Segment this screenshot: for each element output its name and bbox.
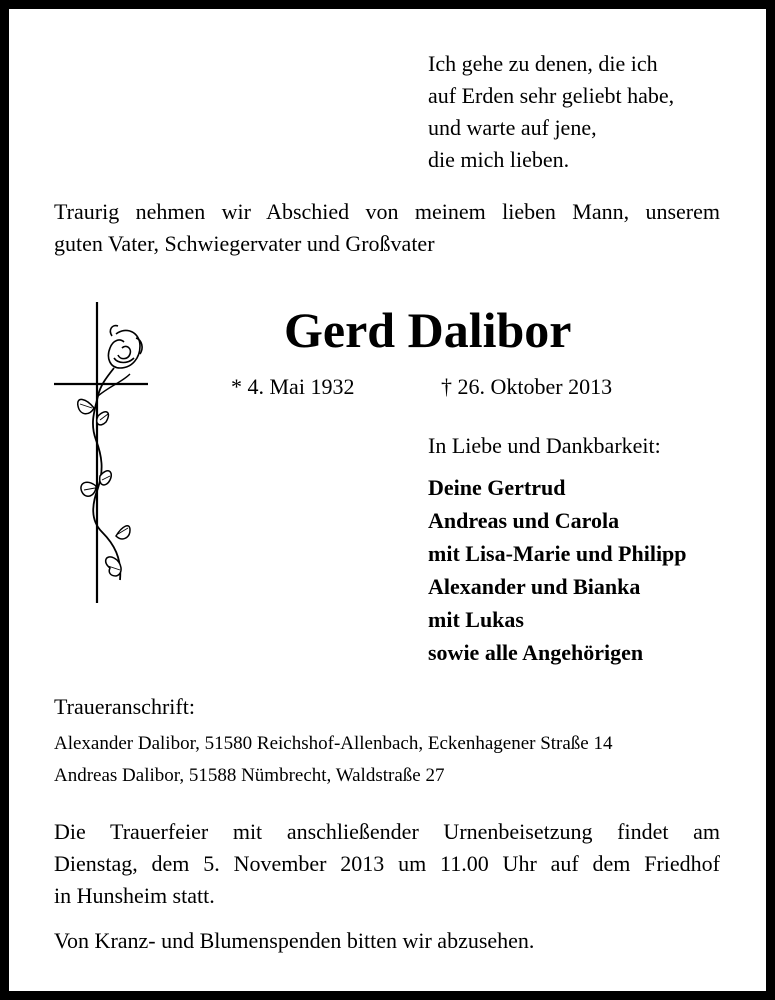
- poem: [428, 48, 674, 176]
- mourners-intro: In Liebe und Dankbarkeit:: [428, 433, 661, 458]
- death-date: † 26. Oktober 2013: [441, 374, 613, 399]
- ceremony-line: Dienstag, dem 5. November 2013 um 11.00 Uhr auf dem Friedhof: [54, 851, 720, 876]
- poem-line: auf Erden sehr geliebt habe,: [428, 83, 675, 108]
- address-line: Andreas Dalibor, 51588 Nümbrecht, Waldstraße 27: [54, 765, 445, 786]
- cross-with-rose-icon: [50, 300, 160, 605]
- mourners-list: [428, 471, 687, 669]
- mourner-name: Andreas und Carola: [428, 508, 620, 533]
- poem-line: die mich lieben.: [428, 147, 570, 172]
- address-title: Traueranschrift:: [54, 694, 195, 719]
- deceased-name: Gerd Dalibor: [284, 302, 572, 358]
- intro-text: [54, 196, 720, 260]
- flowers-note: Von Kranz- und Blumenspenden bitten wir abzusehen.: [54, 928, 535, 953]
- ceremony-line: Die Trauerfeier mit anschließender Urnenbeisetzung findet am: [54, 819, 720, 844]
- address-line: Alexander Dalibor, 51580 Reichshof-Allenbach, Eckenhagener Straße 14: [54, 733, 613, 754]
- poem-line: Ich gehe zu denen, die ich: [428, 51, 658, 76]
- mourner-name: Deine Gertrud: [428, 475, 566, 500]
- mourner-name: sowie alle Angehörigen: [428, 640, 644, 665]
- intro-line: guten Vater, Schwiegervater und Großvater: [54, 231, 435, 256]
- mourner-name: Alexander und Bianka: [428, 574, 641, 599]
- ceremony-line: in Hunsheim statt.: [54, 883, 215, 908]
- ceremony-text: [54, 816, 720, 912]
- intro-line: Traurig nehmen wir Abschied von meinem lieben Mann, unserem: [54, 199, 720, 224]
- poem-line: und warte auf jene,: [428, 115, 597, 140]
- mourner-name: mit Lisa-Marie und Philipp: [428, 541, 687, 566]
- mourner-name: mit Lukas: [428, 607, 524, 632]
- birth-date: * 4. Mai 1932: [231, 374, 355, 399]
